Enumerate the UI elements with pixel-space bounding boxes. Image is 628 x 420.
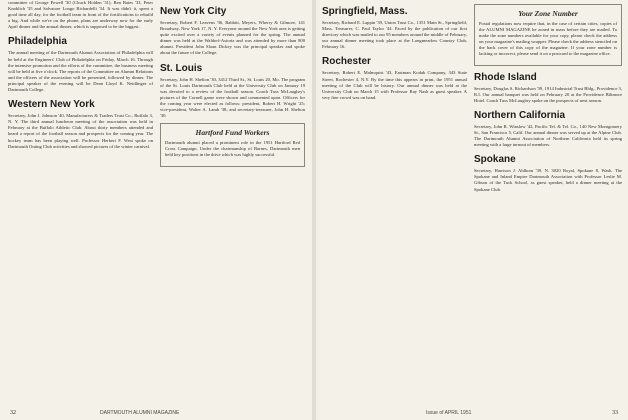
section-heading: Philadelphia [8, 36, 67, 48]
left-page [0, 0, 312, 420]
section-body: Secretary, John R. Winslow '42, Pacific Tel. & Tel. Co., 140 New Montgomery St., San Francisco 5, Calif. Our annual dinner was served up at the Alpine Club. The Dartmouth Alumni Association of Northern California held its spring meeting with a large turnout of members. [474, 123, 622, 148]
section-body: Secretary, Robert F. Leavens '36, Babbitt, Meyers, Wherry & Gilmore, 141 Broadway, New York 17, N. Y. Everyone around the New York area is getting quite excited over a variety of events planned for the spring. The annual dinner was held at the Waldorf-Astoria and was attended by more than 800 alumni. President John Sloan Dickey was the principal speaker and spoke about the future of the College. [160, 20, 305, 56]
page-footer: Issue of APRIL 1951 [426, 410, 472, 416]
section-heading: St. Louis [160, 62, 203, 74]
section-heading: Spokane [474, 154, 516, 166]
box-body: Postal regulations now require that, in the case of certain cities, copies of the ALUMNI MAGAZINE be zoned in mass before they are mailed. To make the zone numbers available for your copy, please check the address on your magazine's mailing wrapper. Please check the address stenciled on the back cover of this copy of the magazine. If your zone number is lacking or incorrect, please send it on a postcard to the magazine office. [479, 21, 617, 57]
box-body: Dartmouth alumni placed a prominent role in the 1951 Hartford Red Cross Campaign. Under the chairmanship of Barnes, Dartmouth men held key positions in the drive which was highly successful. [165, 140, 300, 158]
left-col-2 [160, 0, 305, 406]
zone-number-box [474, 4, 622, 66]
right-page [316, 0, 628, 420]
section-body: Secretary, John J. Johnson '40, Manufacturers & Traders Trust Co., Buffalo 3, N. Y. The third annual luncheon meeting of the association was held in February at the Buffalo Athletic Club. About thirty members attended and heard a report of the football season and prospects for the coming year. The hockey team has been playing well. Professor Herbert F. West spoke on Dartmouth Outing Club activities and showed pictures of the winter carnival. [8, 113, 153, 149]
section-heading: Northern California [474, 109, 566, 121]
page-number: 33 [612, 410, 618, 416]
page-footer: DARTMOUTH ALUMNI MAGAZINE [100, 410, 180, 416]
page-number: 32 [10, 410, 16, 416]
section-body: Secretary, Robert E. Malmquist '43, Eastman Kodak Company, 343 State Street, Rochester 4, N.Y. By the time this appears in print, the 1951 annual meeting of the Club will be history. Our annual dinner was held at the University Club on March 15 with Professor Ray Nash as guest speaker. A very fine crowd was on hand. [322, 70, 467, 100]
section-body: Secretary, John H. Shelton '30, 3412 Third St., St. Louis 20, Mo. The program of the St. Louis Dartmouth Club held at the University Club on January 19 was devoted to a review of the football season. Coach Tuss McLaughry's pictures of the Cornell game were shown and commented upon. Officers for the coming year were elected as follows: president, Robert H. Wright '25; vice-president, Walter A. Lamb '38; and secretary-treasurer, John H. Shelton '30. [160, 76, 305, 119]
section-body: The annual meeting of the Dartmouth Alumni Association of Philadelphia will be held at the Engineers' Club of Philadelphia on Friday, March 16. Through the intensive promotion and the efforts of the committee, the business meeting will be held at five o'clock. The reports of the Committee on Alumni Relations and the officers of the association will be presented, followed by dinner. The principal speaker of the evening will be Dean Lloyd K. Neidlinger of Dartmouth College. [8, 50, 153, 93]
section-heading: Rochester [322, 56, 371, 68]
section-heading: New York City [160, 6, 227, 17]
right-col-1 [322, 0, 467, 406]
left-col-1 [8, 0, 153, 406]
box-title: Hartford Fund Workers [195, 128, 270, 138]
box-title: Your Zone Number [518, 9, 578, 18]
section-heading: Western New York [8, 99, 95, 111]
section-body: Secretary, Richard E. Lappin '39, Union Trust Co., 1351 Main St., Springfield, Mass. Treasurer, C. Paul Taylor '44. Faced by the publication of our first directory which was mailed to our 95 members around the middle of February, our annual dinner meeting took place at the Longmeadow Country Club, February 16. [322, 20, 467, 50]
section-heading: Springfield, Mass. [322, 6, 408, 17]
right-col-2 [474, 0, 622, 406]
section-body: Secretary, Harrison J. Ahlborn '39, N. 3020 Royal, Spokane 8, Wash. The Spokane and Inland Empire Dartmouth Association with Professor Leslie M. Gibson of the Tuck School, as guest speaker, held a dinner meeting at the Spokane Club. [474, 168, 622, 192]
section-heading: Rhode Island [474, 71, 537, 83]
section-body: Secretary, Douglas S. Richardson '39, 1914 Industrial Trust Bldg., Providence 3, R.I. Our annual banquet was held on February 20 at the Providence Biltmore Hotel. Coach Tuss McLaughry spoke on the prospects of next season. [474, 85, 622, 103]
hartford-fund-box [160, 123, 305, 166]
intro-paragraph: committee of George Powell '30 (Chuck Holden '31), Ben Bates '33, Peter Knoblich '35 and Salvatore Longo Richardelli '34. It was didn't it, spent a good time all day, for the football team in front of the fortifications to rebuild a big. And while we're on the phone, plans are underway now for the early April dinner and the annual dinner, which is supposed to be the biggest. [8, 0, 153, 30]
